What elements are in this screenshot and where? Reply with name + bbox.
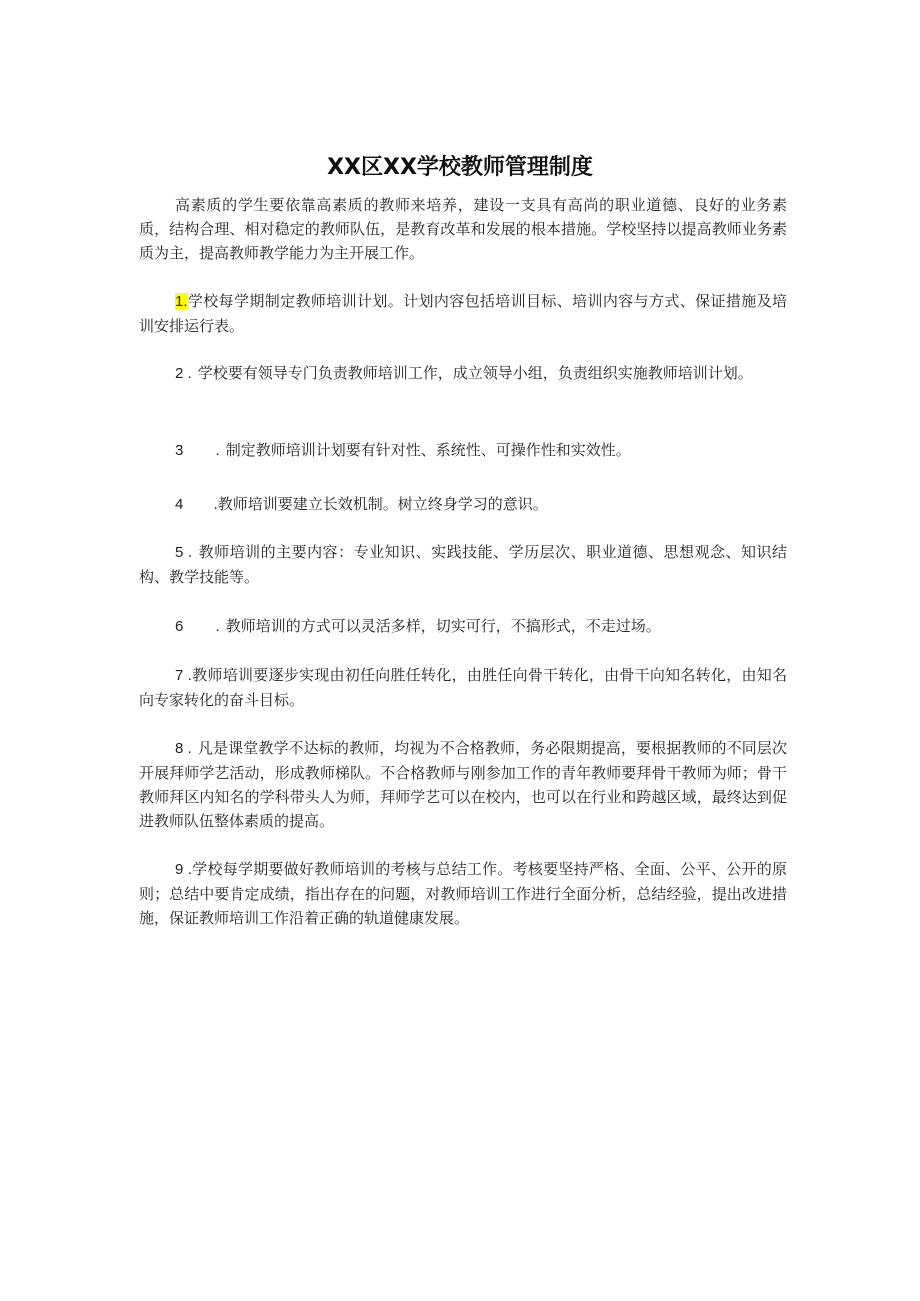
item-separator: .	[211, 618, 220, 635]
item-text: 凡是课堂教学不达标的教师，均视为不合格教师，务必限期提高，要根据教师的不同层次开展拜师学艺活动，形成教师梯队。不合格教师与刚参加工作的青年教师要拜骨干教师为师；骨干教师拜区内知名的学科带头人为师，拜师学艺可以在校内，也可以在行业和跨越区域，最终达到促进教师队伍整体素质的提高。	[139, 739, 787, 830]
item-number: 5	[175, 544, 184, 561]
item-text: 制定教师培训计划要有针对性、系统性、可操作性和实效性。	[225, 441, 631, 459]
item-separator: .	[183, 365, 192, 382]
item-number: 3	[175, 442, 184, 459]
item-separator: .	[183, 667, 192, 684]
item-separator: .	[211, 442, 220, 459]
item-number: 9	[175, 861, 184, 878]
intro-paragraph: 高素质的学生要依靠高素质的教师来培养，建设一支具有高尚的职业道德、良好的业务素质，结构合理、相对稳定的教师队伍，是教育改革和发展的根本措施。学校坚持以提高教师业务素质为主，提高教师教学能力为主开展工作。	[139, 196, 787, 262]
item-separator: .	[183, 293, 188, 310]
document-title: XX区XX学校教师管理制度	[327, 155, 593, 180]
list-item	[139, 614, 787, 639]
list-item	[139, 857, 787, 930]
list-item	[139, 438, 787, 463]
item-number: 4	[175, 496, 184, 513]
item-separator: .	[183, 740, 192, 757]
item-text: 教师培训要建立长效机制。树立终身学习的意识。	[217, 495, 548, 513]
item-text: 教师培训的主要内容：专业知识、实践技能、学历层次、职业道德、思想观念、知识结构、教学技能等。	[139, 543, 787, 586]
item-text: 教师培训要逐步实现由初任向胜任转化，由胜任向骨干转化，由骨干向知名转化，由知名向专家转化的奋斗目标。	[139, 666, 787, 709]
list-item	[139, 361, 787, 386]
item-number: 6	[175, 618, 184, 635]
item-number: 1	[175, 293, 184, 310]
item-text: 教师培训的方式可以灵活多样，切实可行，不搞形式，不走过场。	[225, 617, 661, 635]
item-separator: .	[183, 861, 192, 878]
item-text: 学校要有领导专门负责教师培训工作，成立领导小组，负责组织实施教师培训计划。	[197, 364, 753, 382]
list-item	[139, 540, 787, 589]
item-number: 7	[175, 667, 184, 684]
item-separator: .	[183, 544, 193, 561]
list-item	[139, 289, 787, 338]
item-number: 8	[175, 740, 184, 757]
item-number: 2	[175, 365, 184, 382]
item-text: 学校每学期制定教师培训计划。计划内容包括培训目标、培训内容与方式、保证措施及培训安排运行表。	[139, 292, 787, 335]
item-text: 学校每学期要做好教师培训的考核与总结工作。考核要坚持严格、全面、公平、公开的原则；总结中要肯定成绩，指出存在的问题，对教师培训工作进行全面分析，总结经验，提出改进措施，保证教师培训工作沿着正确的轨道健康发展。	[139, 860, 787, 927]
item-separator: .	[209, 496, 218, 513]
list-item	[139, 492, 787, 517]
list-item	[139, 736, 787, 833]
list-item	[139, 663, 787, 712]
